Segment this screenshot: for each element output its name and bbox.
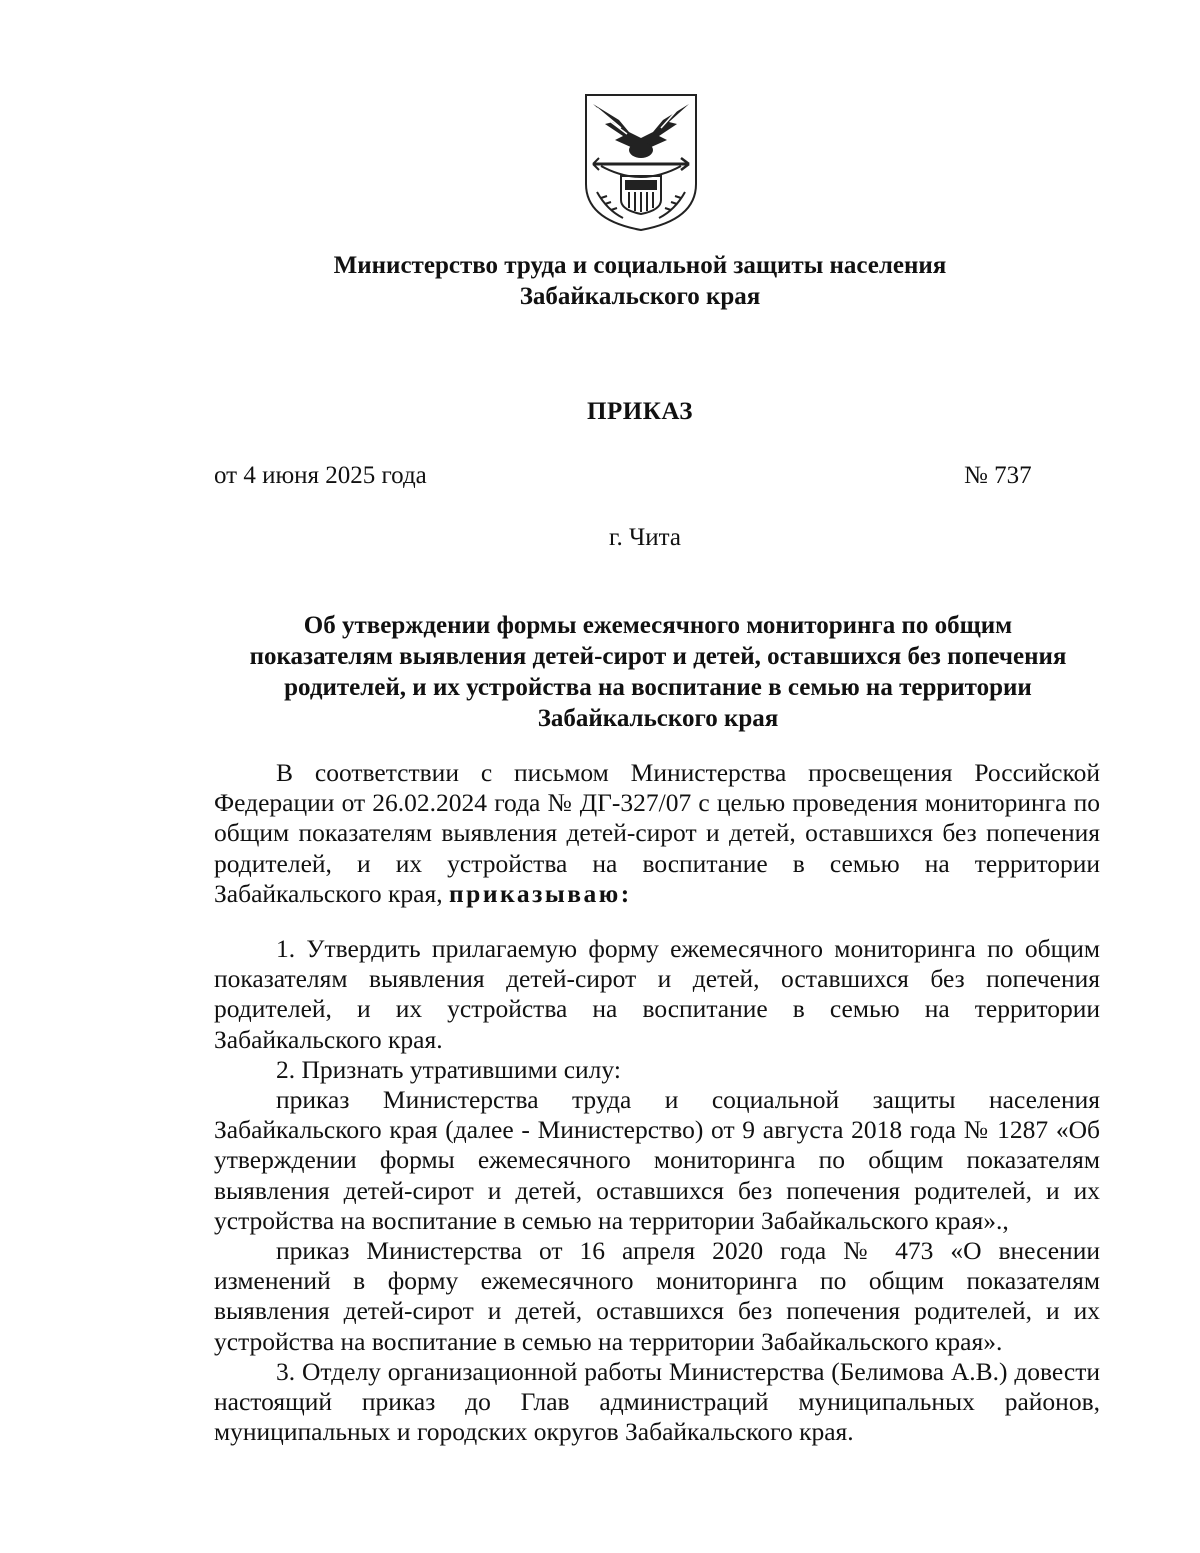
item-2: 2. Признать утратившими силу:: [276, 1054, 621, 1084]
item-2a: приказ Министерства труда и социальной защиты населения Забайкальского края (далее - Министерство) от 9 августа 2018 года № 1287 «Об утверждении формы ежемесячного мониторинга по общим показателям выявления детей-сирот и детей, оставшихся без попечения родителей, и их устройства на воспитание в семью на территории Забайкальского края».,: [214, 1085, 1100, 1235]
subject-line-2: показателям выявления детей-сирот и детей, оставшихся без попечения: [249, 643, 1067, 670]
coat-of-arms-icon: [583, 92, 699, 232]
subject-line-1: Об утверждении формы ежемесячного мониторинга по общим: [303, 612, 1013, 639]
document-type: ПРИКАЗ: [587, 398, 693, 425]
ministry-line-1: Министерство труда и социальной защиты населения: [333, 252, 947, 279]
item-3: 3. Отделу организационной работы Министерства (Белимова А.В.) довести настоящий приказ до Глав администраций муниципальных районов, муниципальных и городских округов Забайкальского края.: [214, 1356, 1100, 1447]
ministry-line-2: Забайкальского края: [519, 283, 761, 310]
document-number: № 737: [964, 462, 1032, 489]
subject-line-4: Забайкальского края: [537, 705, 779, 732]
order-items: [214, 934, 1100, 1447]
preamble: [214, 758, 1100, 909]
preamble-text: В соответствии с письмом Министерства просвещения Российской Федерации от 26.02.2024 года № ДГ-327/07 с целью проведения мониторинга по общим показателям выявления детей-сирот и детей, оставшихся без попечения родителей, и их устройства на воспитание в семью на территории Забайкальского края,: [214, 758, 1100, 908]
document-subject: [214, 610, 1102, 734]
item-2b: приказ Министерства от 16 апреля 2020 года № 473 «О внесении изменений в форму ежемесячного мониторинга по общим показателям выявления детей-сирот и детей, оставшихся без попечения родителей, и их устройства на воспитание в семью на территории Забайкальского края».: [214, 1236, 1100, 1356]
document-city: г. Чита: [609, 524, 681, 551]
item-1: 1. Утвердить прилагаемую форму ежемесячного мониторинга по общим показателям выявления детей-сирот и детей, оставшихся без попечения родителей, и их устройства на воспитание в семью на территории Забайкальского края.: [214, 934, 1100, 1054]
document-date: от 4 июня 2025 года: [214, 462, 427, 489]
preamble-paragraph: [214, 758, 1100, 909]
subject-line-3: родителей, и их устройства на воспитание в семью на территории: [284, 674, 1032, 701]
ministry-name: [0, 250, 1200, 312]
order-keyword: приказываю:: [448, 878, 632, 908]
